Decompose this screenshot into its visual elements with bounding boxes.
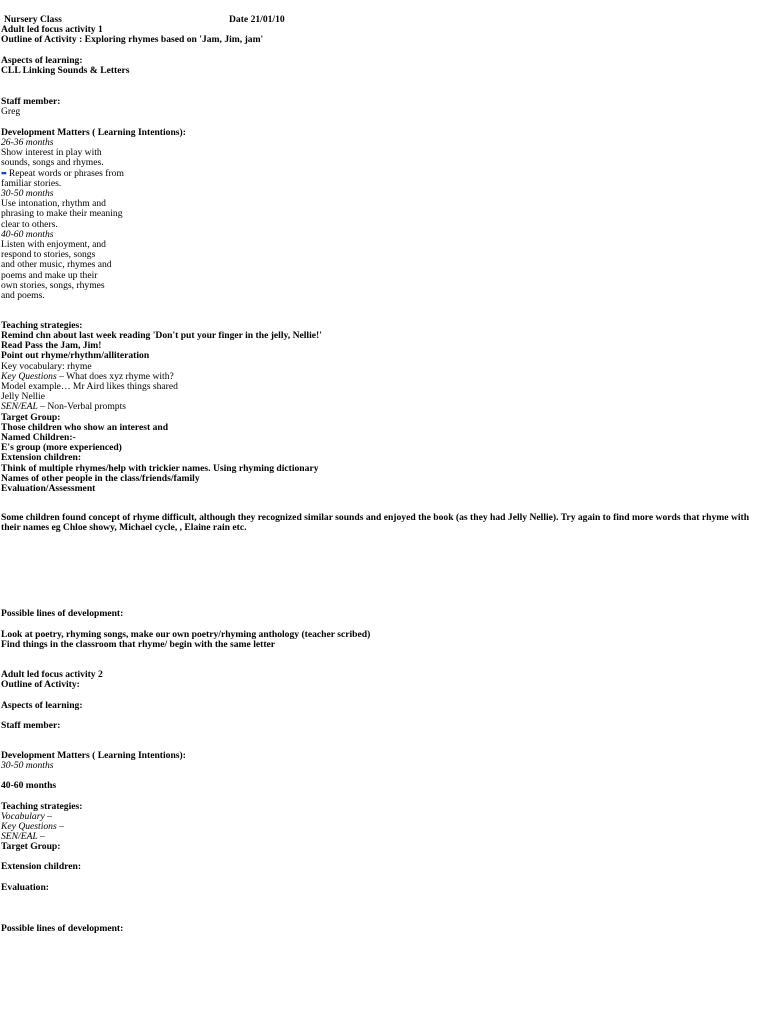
ts-line: Point out rhyme/rhythm/alliteration [1, 350, 150, 362]
ts-line: Model example… Mr Aird likes things shared [1, 381, 178, 392]
activity1-pld-line-2: Find things in the classroom that rhyme/ begin with the same letter [1, 639, 276, 650]
ts-line: Think of multiple rhymes/help with trickier names. Using rhyming dictionary [1, 462, 319, 474]
dm-line-text: Repeat words or phrases from [8, 167, 124, 179]
activity2-outline: Outline of Activity: [1, 679, 80, 690]
activity1-aspects-heading: Aspects of learning: [1, 55, 83, 66]
activity1-dm-heading: Development Matters ( Learning Intentions): [1, 127, 186, 138]
dm-line: 40-60 months [1, 228, 54, 240]
dm-line: familiar stories. [1, 177, 62, 189]
ts-line: Those children who show an interest and [1, 421, 169, 433]
dm-line: poems and make up their [1, 269, 98, 281]
activity2-sen-eal: SEN/EAL – [1, 831, 45, 842]
activity1-ts-heading: Teaching strategies: [1, 320, 83, 331]
dm-line: clear to others. [1, 218, 58, 230]
dm-line: sounds, songs and rhymes. [1, 157, 104, 169]
activity2-pld-heading: Possible lines of development: [1, 923, 124, 934]
activity1-evaluation-line-1: Some children found concept of rhyme difficult, although they recognized similar sounds and enjoyed the book (as they had Jelly Nellie). Try again to find more words that rhyme with [1, 512, 750, 523]
activity2-vocabulary: Vocabulary – [1, 811, 52, 822]
activity1-evaluation-line-2: their names eg Chloe showy, Michael cycle, , Elaine rain etc. [1, 522, 247, 533]
dm-line: respond to stories, songs [1, 249, 96, 261]
ts-line: Read Pass the Jam, Jim! [1, 340, 102, 352]
activity1-staff-value: Greg [1, 106, 21, 117]
ts-line-label: SEN/EAL [1, 401, 38, 413]
activity1-pld-heading: Possible lines of development: [1, 608, 124, 619]
ts-line: Names of other people in the class/friends/family [1, 472, 200, 484]
activity1-aspects-value: CLL Linking Sounds & Letters [1, 65, 130, 76]
activity2-key-questions: Key Questions – [1, 821, 64, 832]
dm-line: and poems. [1, 290, 45, 301]
ts-line: Named Children:- [1, 432, 76, 443]
ts-line-label: Key Questions [1, 370, 57, 382]
activity2-dm-heading: Development Matters ( Learning Intentions): [1, 750, 186, 761]
ts-line: Remind chn about last week reading 'Don't put your finger in the jelly, Nellie!' [1, 330, 322, 341]
ts-line: Target Group: [1, 411, 61, 423]
dm-line: 30-50 months [1, 188, 54, 199]
activity1-staff-heading: Staff member: [1, 96, 61, 107]
activity2-ts-heading: Teaching strategies: [1, 801, 83, 812]
activity1-title: Adult led focus activity 1 [1, 24, 103, 35]
dm-line: Use intonation, rhythm and [1, 198, 106, 210]
bullet-icon: ▪▪ [1, 167, 6, 179]
ts-line: Extension children: [1, 452, 82, 464]
activity2-aspects-heading: Aspects of learning: [1, 700, 83, 711]
activity2-extension: Extension children: [1, 861, 82, 872]
dm-line: 26-36 months [1, 137, 54, 148]
activity2-dm-30-50: 30-50 months [1, 760, 54, 771]
activity2-title: Adult led focus activity 2 [1, 669, 103, 680]
activity2-target-group: Target Group: [1, 841, 61, 852]
dm-line: and other music, rhymes and [1, 259, 112, 271]
activity1-outline: Outline of Activity : Exploring rhymes based on 'Jam, Jim, jam' [1, 34, 264, 45]
ts-line: Jelly Nellie [1, 391, 45, 403]
ts-line-text: – Non-Verbal prompts [37, 401, 126, 413]
dm-line: Show interest in play with [1, 147, 102, 159]
class-label: Nursery Class [4, 14, 62, 25]
dm-line: Listen with enjoyment, and [1, 239, 106, 250]
activity2-staff-heading: Staff member: [1, 720, 61, 731]
activity2-evaluation: Evaluation: [1, 882, 49, 893]
activity2-dm-40-60: 40-60 months [1, 780, 57, 791]
ts-line-text: – What does xyz rhyme with? [56, 370, 174, 382]
ts-line: Evaluation/Assessment [1, 483, 96, 494]
ts-line: E's group (more experienced) [1, 442, 122, 454]
date-label: Date 21/01/10 [229, 14, 285, 25]
activity1-pld-line-1: Look at poetry, rhyming songs, make our own poetry/rhyming anthology (teacher scribed) [1, 629, 371, 640]
ts-line: Key vocabulary: rhyme [1, 360, 92, 372]
dm-line: phrasing to make their meaning [1, 208, 123, 220]
dm-line: own stories, songs, rhymes [1, 279, 105, 291]
